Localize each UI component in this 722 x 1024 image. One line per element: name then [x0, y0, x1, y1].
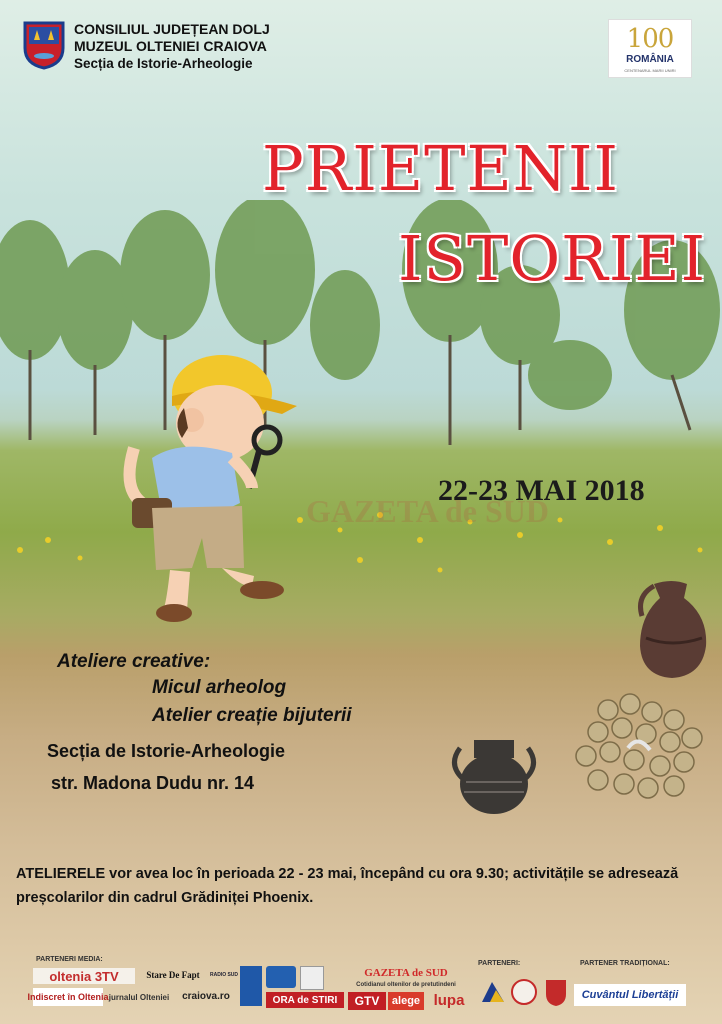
logo-blue-badge	[240, 966, 262, 1006]
centenary-sub: CENTENARUL MARII UNIRI	[624, 68, 676, 73]
logo-lupa: lupa	[433, 991, 465, 1009]
workshop-item-bijuterii: Atelier creație bijuterii	[152, 705, 352, 726]
logo-tv-icon	[266, 966, 296, 988]
logo-craiova-ro: craiova.ro	[182, 990, 230, 1002]
header-council: CONSILIUL JUDEȚEAN DOLJ	[74, 21, 270, 37]
logo-jurnalul-olteniei: jurnalul Olteniei	[108, 992, 170, 1002]
partners-label: PARTENERI:	[478, 960, 521, 967]
logo-gtv: GTV	[348, 992, 386, 1010]
logo-cuvantul-libertatii: Cuvântul Libertății	[574, 984, 686, 1006]
header-museum: MUZEUL OLTENIEI CRAIOVA	[74, 38, 267, 54]
title-line2: ISTORIEI	[398, 222, 707, 295]
partner-logos-icon	[478, 976, 570, 1006]
logo-alege: alege	[388, 992, 424, 1010]
logo-ora-de-stiri: ORA de STIRI	[266, 992, 344, 1008]
jug-illustration	[632, 576, 712, 680]
location-section: Secția de Istorie-Arheologie	[47, 741, 286, 761]
media-partners-label: PARTENERI MEDIA:	[36, 956, 103, 963]
coins-illustration	[568, 690, 712, 810]
traditional-partner-label: PARTENER TRADIȚIONAL:	[580, 960, 670, 967]
title-line1: PRIETENII	[262, 132, 619, 205]
vase-illustration	[448, 734, 540, 820]
workshop-item-arheolog: Micul arheolog	[152, 677, 287, 698]
header-section: Secția de Istorie-Arheologie	[74, 56, 253, 71]
workshops-heading: Ateliere creative:	[57, 651, 211, 672]
watermark: GAZETA de SUD	[306, 493, 550, 529]
logo-radio-sud: RADIO SUD	[209, 972, 239, 978]
event-date: 22-23 MAI 2018	[438, 474, 645, 507]
logo-indiscret: Indiscret în Oltenia	[33, 988, 103, 1006]
centenary-label: ROMÂNIA	[626, 54, 674, 65]
logo-gazeta-de-sud: GAZETA de SUD	[364, 967, 448, 979]
boy-with-magnifier-illustration	[112, 328, 312, 628]
centenary-logo	[608, 19, 692, 78]
info-paragraph: ATELIERELE vor avea loc în perioada 22 - 23 mai, începând cu ora 9.30; activitățile se adresează preșcolarilor din cadrul Grădiniței Phoenix.	[16, 866, 679, 906]
logo-stare-de-fapt: Stare De Fapt	[146, 970, 200, 980]
location-street: str. Madona Dudu nr. 14	[51, 773, 255, 793]
logo-oltenia3tv: oltenia 3TV	[33, 968, 135, 984]
logo-square-icon	[300, 966, 324, 990]
centenary-number: 100	[626, 24, 674, 54]
county-crest-icon	[22, 20, 66, 70]
logo-gazeta-tagline: Cotidianul oltenilor de pretutindeni	[356, 982, 456, 988]
